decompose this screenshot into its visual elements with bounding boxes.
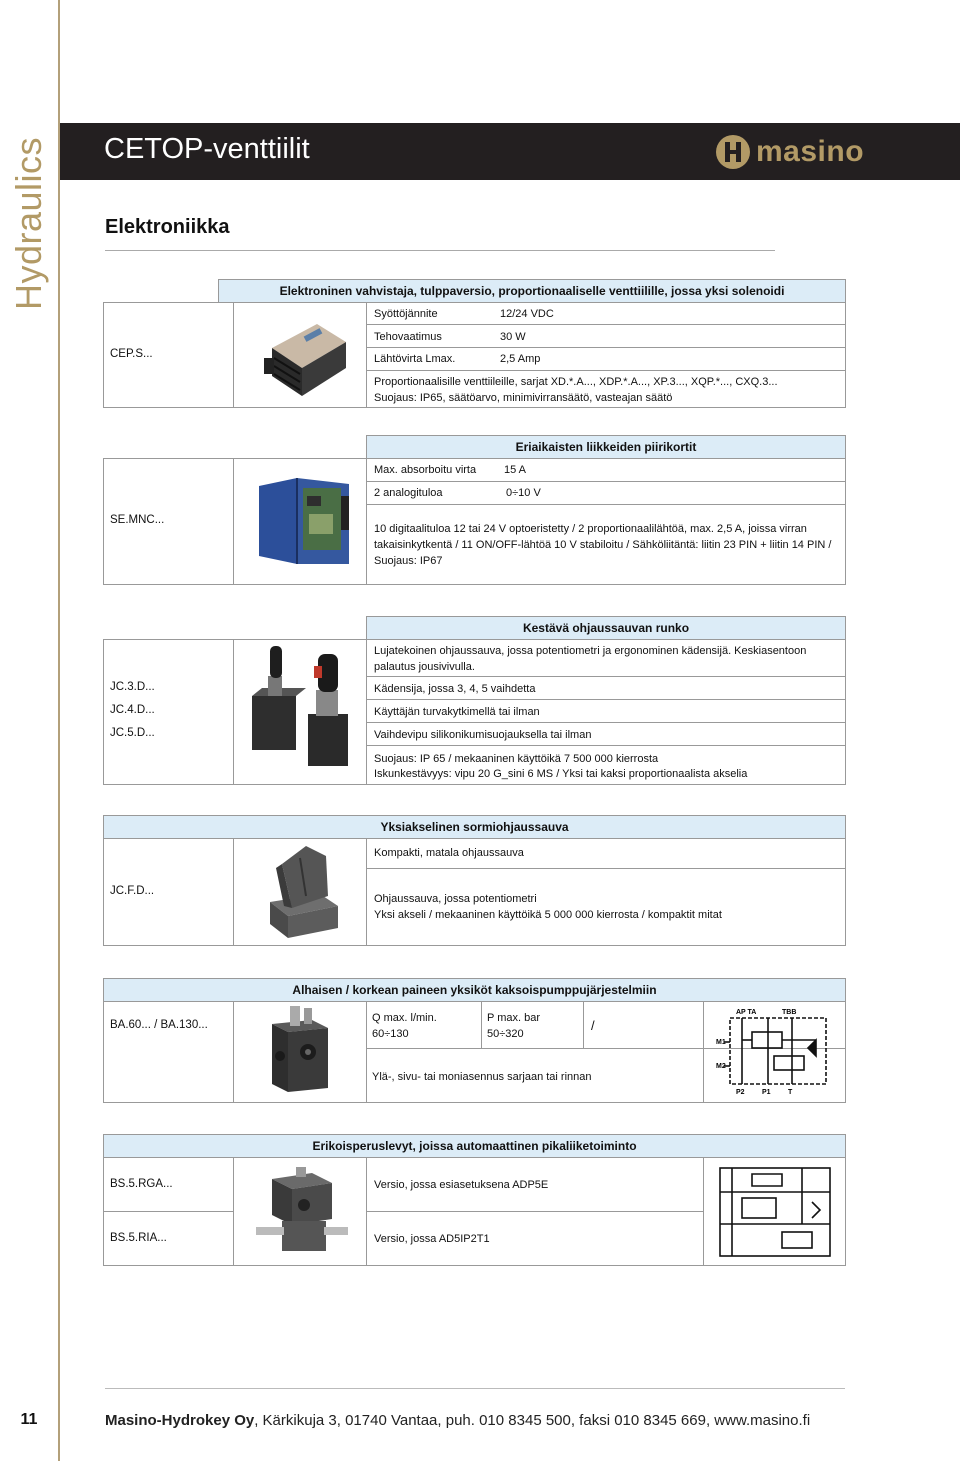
spec-value: 15 A <box>504 464 527 476</box>
footer-divider <box>105 1388 845 1389</box>
section-title: Elektroniikka <box>105 216 230 238</box>
spec-label: Lähtövirta Lmax. <box>374 353 456 365</box>
section-divider <box>105 250 775 251</box>
feature-text: Käyttäjän turvakytkimellä tai ilman <box>374 706 540 718</box>
schematic-label: T <box>788 1089 793 1096</box>
row-divider <box>366 1211 703 1212</box>
company-name: Masino-Hydrokey Oy <box>105 1412 255 1429</box>
pressure-value: 50÷320 <box>487 1028 524 1040</box>
spec-label: Syöttöjännite <box>374 308 438 320</box>
cell-divider <box>233 1157 234 1266</box>
product-code: JC.4.D... <box>110 704 155 716</box>
row-divider <box>366 481 846 482</box>
product-code: BS.5.RIA... <box>110 1232 167 1244</box>
product-code: BA.60... / BA.130... <box>110 1019 208 1031</box>
joystick-image <box>248 644 358 772</box>
feature-text: Kompakti, matala ohjaussauva <box>374 847 524 859</box>
row-divider <box>103 1211 233 1212</box>
pump-unit-image <box>268 1004 332 1096</box>
sidebar-category: Hydraulics <box>8 136 49 310</box>
spec-label: Max. absorboitu virta <box>374 464 477 476</box>
circuit-board-image <box>255 474 355 568</box>
cell-divider <box>366 458 367 585</box>
finger-joystick-image <box>262 842 342 940</box>
row-divider <box>366 722 846 723</box>
schematic-label: P2 <box>736 1089 745 1096</box>
protection-note: Suojaus: IP65, säätöarvo, minimivirransäätö, vasteajan säätö <box>374 392 673 404</box>
row-divider <box>366 347 846 348</box>
spec-label: 2 analogituloa <box>374 487 443 499</box>
product-code: SE.MNC... <box>110 514 165 526</box>
schematic-label: M1 <box>716 1039 726 1046</box>
block-heading: Elektroninen vahvistaja, tulppaversio, proportionaaliselle venttiilille, jossa yksi solenoidi <box>218 279 846 303</box>
cell-divider <box>703 1157 704 1266</box>
product-code: JC.3.D... <box>110 681 155 693</box>
schematic-label: AP TA <box>736 1009 757 1016</box>
joystick-description: Lujatekoinen ohjaussauva, jossa potentiometri ja ergonominen kädensijä. Keskiasentoon palautus jousivivulla. <box>374 645 807 673</box>
spec-value: 0÷10 V <box>506 487 541 499</box>
spec-value: 12/24 VDC <box>500 308 554 320</box>
feature-text: Kädensija, jossa 3, 4, 5 vaihdetta <box>374 683 536 695</box>
cell-divider <box>366 838 367 946</box>
cell-divider <box>366 1001 367 1103</box>
amplifier-image <box>262 318 348 400</box>
cell-divider <box>233 458 234 585</box>
schematic-label: M2 <box>716 1063 726 1070</box>
protection-note: Suojaus: IP 65 / mekaaninen käyttöikä 7 500 000 kierrosta <box>374 753 659 765</box>
schematic-label: TBB <box>782 1009 797 1016</box>
page-header <box>60 123 960 180</box>
block-heading: Yksiakselinen sormiohjaussauva <box>103 815 846 839</box>
spec-label: Tehovaatimus <box>374 331 442 343</box>
io-description: 10 digitaalituloa 12 tai 24 V optoeristetty / 2 proportionaalilähtöä, max. 2,5 A, joissa virran takaisinkytkentä / 11 ON/OFF-lähtöä 10 V stabiloitu / Sähköliitäntä: liitin 23 PIN + liitin 14 PIN / Suojaus: IP67 <box>374 523 832 567</box>
cell-divider <box>481 1001 482 1048</box>
block-heading: Erikoisperuslevyt, joissa automaattinen pikaliiketoiminto <box>103 1134 846 1158</box>
impact-note: Iskunkestävyys: vipu 20 G_sini 6 MS / Yksi tai kaksi proportionaalista akselia <box>374 768 748 780</box>
brand-logo <box>716 132 864 172</box>
product-code: JC.F.D... <box>110 885 155 897</box>
feature-text: Yksi akseli / mekaaninen käyttöikä 5 000 000 kierrosta / kompaktit mitat <box>374 909 722 921</box>
flow-label: Q max. l/min. <box>372 1012 437 1024</box>
version-desc: Versio, jossa AD5IP2T1 <box>374 1233 490 1245</box>
cell-divider <box>233 1001 234 1103</box>
hydraulic-schematic-image <box>712 1006 838 1098</box>
sidebar-divider <box>58 0 60 1461</box>
spec-value: 2,5 Amp <box>500 353 541 365</box>
page-number: 11 <box>20 1411 38 1428</box>
pressure-label: P max. bar <box>487 1012 540 1024</box>
row-divider <box>366 745 846 746</box>
baseplate-image <box>252 1165 352 1261</box>
footer-contact <box>105 1412 810 1429</box>
row-divider <box>366 324 846 325</box>
row-divider <box>366 676 846 677</box>
cell-divider <box>233 639 234 785</box>
block-heading: Alhaisen / korkean paineen yksiköt kaksoispumppujärjestelmiin <box>103 978 846 1002</box>
schematic-label: P1 <box>762 1089 771 1096</box>
row-divider <box>366 370 846 371</box>
cell-divider <box>583 1001 584 1048</box>
row-divider <box>366 504 846 505</box>
flow-value: 60÷130 <box>372 1028 409 1040</box>
block-heading: Kestävä ohjaussauvan runko <box>366 616 846 640</box>
baseplate-schematic-image <box>712 1162 838 1262</box>
cell-divider <box>366 639 367 785</box>
spec-value: 30 W <box>500 331 526 343</box>
version-desc: Versio, jossa esiasetuksena ADP5E <box>374 1179 549 1191</box>
cell-divider <box>366 302 367 408</box>
company-address: , Kärkikuja 3, 01740 Vantaa, puh. 010 8345 500, faksi 010 8345 669, www.masino.fi <box>254 1412 811 1429</box>
row-divider <box>366 699 846 700</box>
compatibility-note: Proportionaalisille venttiileille, sarjat XD.*.A..., XDP.*.A..., XP.3..., XQP.*..., CXQ.3... <box>374 376 778 388</box>
cell-divider <box>703 1001 704 1103</box>
logo-mark-icon <box>716 135 750 169</box>
logo-text: masino <box>756 135 865 168</box>
cell-divider <box>233 838 234 946</box>
product-code: JC.5.D... <box>110 727 155 739</box>
feature-text: Vaihdevipu silikonikumisuojauksella tai ilman <box>374 729 592 741</box>
separator-slash: / <box>591 1018 595 1033</box>
row-divider <box>366 868 846 869</box>
cell-divider <box>233 302 234 408</box>
page-title: CETOP-venttiilit <box>104 133 310 165</box>
mounting-note: Ylä-, sivu- tai moniasennus sarjaan tai rinnan <box>372 1071 592 1083</box>
feature-text: Ohjaussauva, jossa potentiometri <box>374 893 537 905</box>
product-code: BS.5.RGA... <box>110 1178 173 1190</box>
product-code: CEP.S... <box>110 348 153 360</box>
block-heading: Eriaikaisten liikkeiden piirikortit <box>366 435 846 459</box>
